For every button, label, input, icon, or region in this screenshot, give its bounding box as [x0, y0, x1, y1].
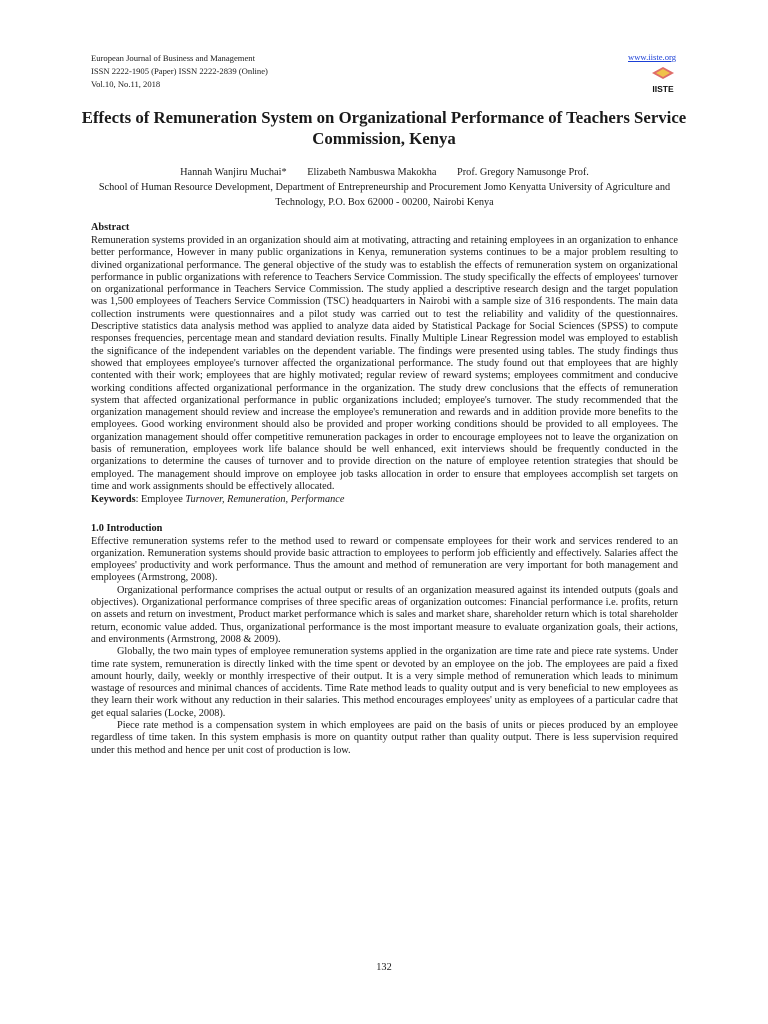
- author-affiliation: School of Human Resource Development, Department of Entrepreneurship and Procurement Jomo Kenyatta University of Agriculture and Technology, P.O. Box 62000 - 00200, Nairobi Kenya: [98, 182, 671, 208]
- intro-paragraph: Piece rate method is a compensation system in which employees are paid on the basis of units or pieces produced by an employee regardless of time taken. In this system emphasis is more on quantity output rather than quality output. There is less supervision required under this method and hence per unit cost of production is low.: [91, 719, 678, 756]
- author-block: [91, 165, 678, 210]
- page-number: 132: [376, 962, 392, 973]
- keywords-plain: : Employee: [135, 494, 186, 506]
- abstract-text: Remuneration systems provided in an organization should aim at motivating, attracting and retaining employees in an organization to enhance better performance, However in many public organizations in Kenya, remuneration systems continues to be a major problem resulting to divined organizational performance. The general objective of the study was to establish the effects of remuneration system on organizational performance in public organizations with reference to Teachers Service Commission. The study specifically the effects of employees' turnover on organizational performance in Teachers Service Commission. The study applied a descriptive research design and the target population was 1,500 employees of Teachers Service Commission (TSC) headquarters in Nairobi with a sample size of 316 respondents. The main data collection instruments were questionnaires and a pilot study was carried out to test the reliability and validity of the questionnaires. Descriptive statistics data analysis method was applied to analyze data aided by Statistical Package for Social Sciences (SPSS) to compute responses frequencies, percentage mean and standard deviation results. Finally Multiple Linear Regression model was employed to establish the significance of the independent variables on the dependent variable. The findings were presented using tables. The study findings thus showed that employees employee's turnover affected the organizational performance. The study found out that employees that are highly contented with their work; employees that are highly motivated; regular review of reward systems; employees commitment and conducive working conditions affected organizational performance in the organization. The study drew conclusions that the effects of remuneration system that affected organizational performance in public organizations included; employee's turnover. The study recommended that the organization management should review and increase the employee's remuneration and rewards and in addition provide more benefits to the employees. Good working environment should also be provided and proper working conditions should be provided to all employees. The organization management should offer competitive remuneration packages in order to encourage employees not to leave the organization on basis of remuneration, employees work life balance should be well enhanced, exit interviews should be frequently conducted in the organizations to determine the causes of turnover and to provide direction on the nature of employee retention strategies that should be employed. The management should improve on employee job tasks allocation in order to ensure that employees accomplish set targets on time and work assignments should be effectively allocated.: [91, 235, 678, 492]
- author-names: [91, 165, 678, 180]
- intro-paragraph: Globally, the two main types of employee remuneration systems applied in the organization are time rate and piece rate systems. Under time rate system, remuneration is directly linked with the time spent or devoted by an employee on the job. The employees are paid a fixed amount hourly, daily, weekly or monthly irrespective of their output. It is a very simple method of remuneration which leads to minimum wastage of resources and minimal chances of accidents. Time Rate method leads to quality output and is very beneficial to new employees as they learn their work without any reduction in their salaries. This method encourages employees' unity as employees of a particular cadre that get equal salaries (Locke, 2008).: [91, 646, 678, 719]
- intro-paragraph: Organizational performance comprises the actual output or results of an organization measured against its intended outputs (goals and objectives). Organizational performance comprises of three specific areas of organization outcomes: Financial performance i.e. profits, return on assets and return on investment, Product market performance which is sales and market share, shareholder return which is total shareholder return, economic value added. Thus, organizational performance is the most important measure to evaluate organization goals, their actions, and environments (Armstrong, 2008 & 2009).: [91, 584, 678, 645]
- volume-line: Vol.10, No.11, 2018: [91, 79, 161, 89]
- author-name: Hannah Wanjiru Muchai*: [180, 167, 287, 178]
- keywords-list: Turnover, Remuneration, Performance: [185, 494, 345, 506]
- abstract-heading: Abstract: [91, 222, 130, 233]
- journal-header: [91, 52, 678, 102]
- author-name: Prof. Gregory Namusonge Prof.: [457, 167, 589, 178]
- keywords-line: [91, 494, 678, 506]
- logo-text: IISTE: [652, 84, 674, 94]
- intro-paragraph: Effective remuneration systems refer to the method used to reward or compensate employees for their work and services rendered to an organization. Remuneration systems should provide basic attraction to employees to perform job efficiently and effectively. Salaries affect the employees' productivity and work performance. Thus the amount and method of remuneration are very important for both management and employees (Armstrong, 2008).: [91, 535, 678, 584]
- issn-line: ISSN 2222-1905 (Paper) ISSN 2222-2839 (Online): [91, 66, 268, 76]
- paper-title: Effects of Remuneration System on Organizational Performance of Teachers Service Commission, Kenya: [81, 108, 687, 148]
- author-name: Elizabeth Nambuswa Makokha: [307, 167, 437, 178]
- journal-name: European Journal of Business and Management: [91, 53, 255, 63]
- journal-url-link[interactable]: www.iiste.org: [628, 52, 676, 62]
- introduction-heading: 1.0 Introduction: [91, 522, 163, 534]
- paper-body: [91, 221, 678, 757]
- keywords-label: Keywords: [91, 494, 136, 506]
- iiste-logo-icon: [650, 65, 676, 95]
